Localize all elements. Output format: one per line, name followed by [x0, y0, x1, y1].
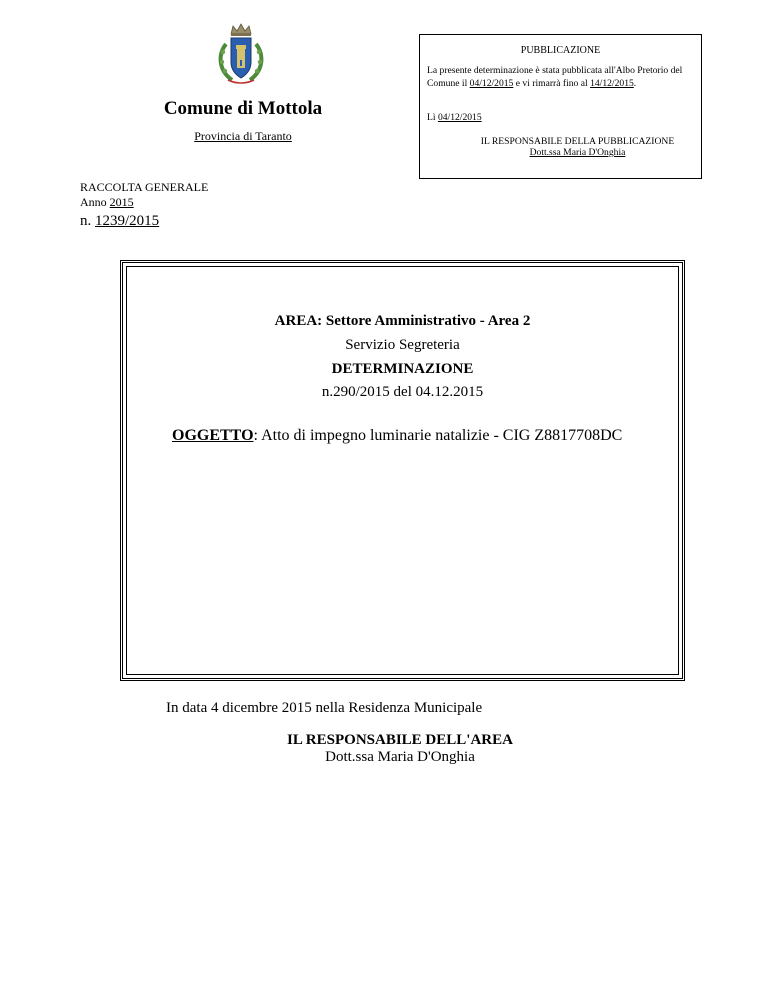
coat-of-arms-icon [212, 22, 270, 88]
publication-li-line [427, 112, 482, 123]
province-name: Provincia di Taranto [194, 129, 292, 143]
determination-inner-frame [126, 266, 679, 675]
publication-box [419, 34, 702, 179]
publication-date-from: 04/12/2015 [469, 78, 514, 89]
publication-date-to: 14/12/2015 [590, 78, 634, 89]
subject-label: OGGETTO [172, 427, 254, 444]
registry-year-line [80, 195, 208, 210]
municipality-name: Comune di Mottola [163, 98, 323, 119]
subject-text: Atto di impegno luminarie natalizie - CIG Z8817708DC [261, 427, 623, 444]
determination-number: n.290/2015 del 04.12.2015 [321, 384, 484, 400]
footer-responsible-name: Dott.ssa Maria D'Onghia [325, 749, 475, 765]
registry-number-label: n. [80, 213, 95, 229]
registry-info [80, 180, 208, 210]
registry-year: 2015 [109, 195, 134, 209]
publication-responsible-name: Dott.ssa Maria D'Onghia [529, 147, 626, 158]
publication-text-end: . [633, 78, 637, 89]
determination-subject [172, 427, 622, 445]
publication-title: PUBBLICAZIONE [520, 45, 601, 56]
determination-service: Servizio Segreteria [345, 337, 460, 353]
publication-responsible-title: IL RESPONSABILE DELLA PUBBLICAZIONE [480, 136, 675, 147]
publication-text-part1: La presente determinazione è stata pubblicata all'Albo Pretorio del Comune il [427, 65, 683, 89]
publication-responsible [420, 136, 701, 158]
publication-li-date: 04/12/2015 [437, 112, 482, 123]
registry-number: 1239/2015 [95, 213, 160, 229]
determination-box [120, 260, 685, 681]
publication-text-part2: e vi rimarrà fino al [513, 78, 591, 89]
registry-number-line [80, 213, 159, 230]
publication-li-label: Lì [427, 112, 438, 123]
footer-date-line: In data 4 dicembre 2015 nella Residenza Municipale [166, 700, 483, 716]
determination-area: AREA: Settore Amministrativo - Area 2 [274, 313, 531, 329]
determination-type: DETERMINAZIONE [331, 361, 474, 377]
registry-label: RACCOLTA GENERALE [80, 180, 209, 194]
footer-responsible-title: IL RESPONSABILE DELL'AREA [287, 732, 513, 748]
subject-separator: : [253, 427, 262, 444]
registry-year-label: Anno [80, 195, 110, 209]
publication-text [427, 64, 697, 90]
